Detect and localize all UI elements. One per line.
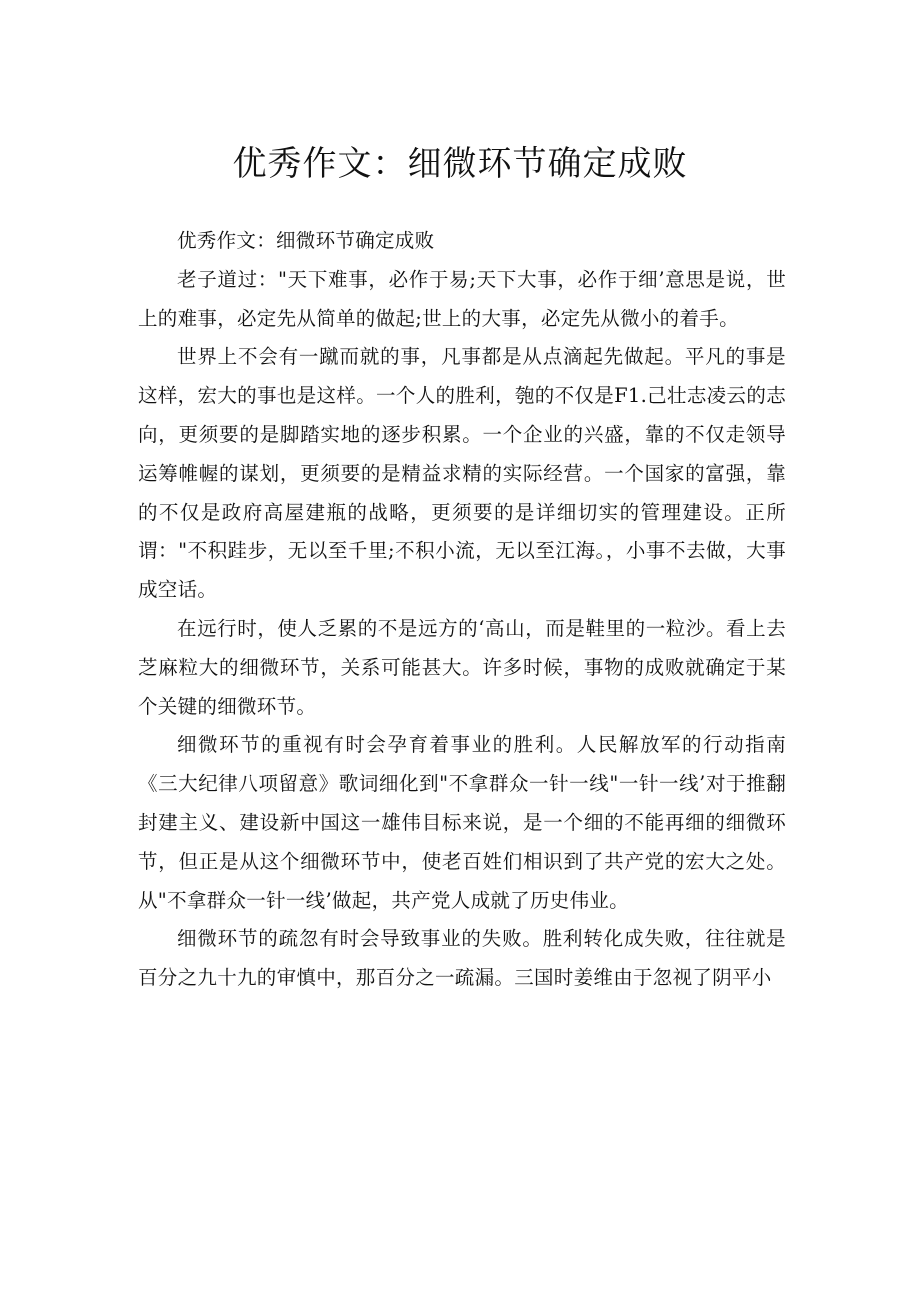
paragraph-detail-success: 细微环节的重视有时会孕育着事业的胜利。人民解放军的行动指南《三大纪律八项留意》歌词细化到"不拿群众一针一线"一针一线’对于推翻封建主义、建设新中国这一雄伟目标来说，是一个细的不能再细的细微环节，但正是从这个细微环节中，使老百姓们相识到了共产党的宏大之处。从"不拿群众一针一线’做起，共产党人成就了历史伟业。 [138, 733, 786, 912]
paragraph-detail-failure: 细微环节的疏忽有时会导致事业的失败。胜利转化成失败，往往就是百分之九十九的审慎中，那百分之一疏漏。三国时姜维由于忽视了阴平小 [138, 927, 786, 990]
paragraph-laozi-quote: 老子道过："天下难事，必作于易;天下大事，必作于细’意思是说，世上的难事，必定先从简单的做起;世上的大事，必定先从微小的着手。 [138, 267, 786, 330]
document-title: 优秀作文：细微环节确定成败 [232, 144, 688, 184]
paragraph-subtitle: 优秀作文：细微环节确定成败 [177, 229, 435, 252]
document-body [138, 222, 786, 998]
paragraph-sand-in-shoe: 在远行时，使人乏累的不是远方的‘高山，而是鞋里的一粒沙。看上去芝麻粒大的细微环节，关系可能甚大。许多时候，事物的成败就确定于某个关键的细微环节。 [138, 616, 786, 718]
paragraph-step-by-step: 世界上不会有一蹴而就的事，凡事都是从点滴起先做起。平凡的事是这样，宏大的事也是这样。一个人的胜利，匏的不仅是F1.己壮志凌云的志向，更须要的是脚踏实地的逐步积累。一个企业的兴盛，靠的不仅走领导运筹帷幄的谋划，更须要的是精益求精的实际经营。一个国家的富强，靠的不仅是政府高屋建瓶的战略，更须要的是详细切实的管理建设。正所谓："不积跬步，无以至千里;不积小流，无以至江海。，小事不去做，大事成空话。 [138, 345, 786, 602]
